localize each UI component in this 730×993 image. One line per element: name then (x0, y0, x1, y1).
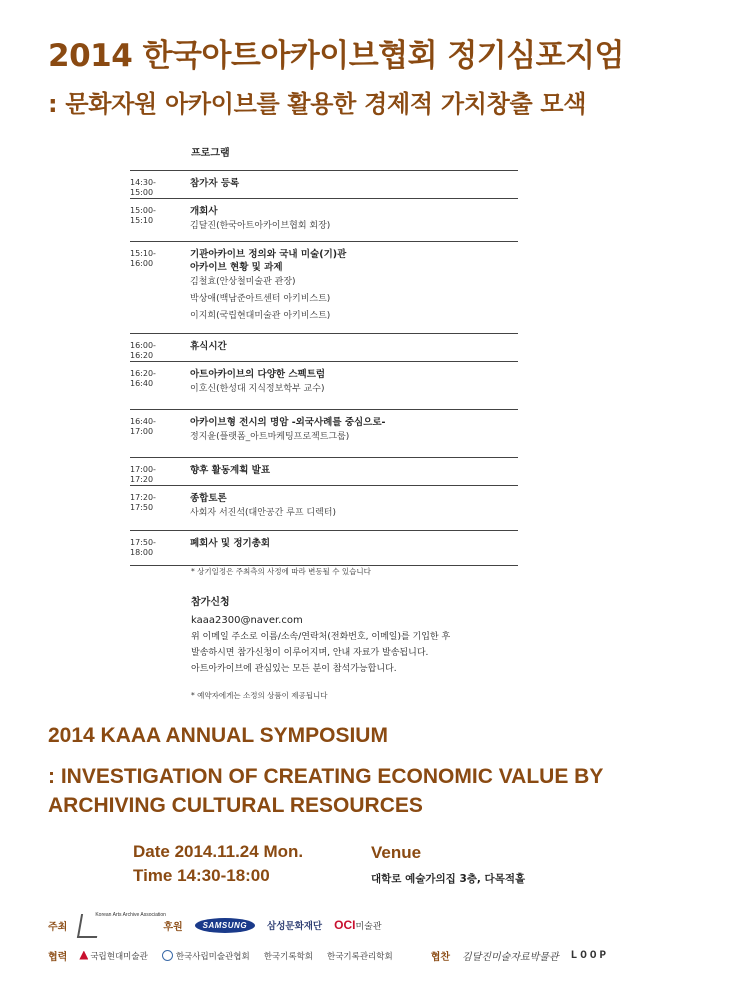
oci-museum-logo: 미술관 (355, 921, 382, 932)
venue-label: Venue (371, 843, 422, 862)
schedule-row (130, 361, 518, 409)
schedule-row (130, 485, 518, 530)
schedule-row (130, 530, 518, 566)
circle-logo-icon (162, 950, 173, 961)
session-title: 아트아카이브의 다양한 스펙트럼 (190, 369, 326, 380)
session-speaker: 김달진(한국아트아카이브협회 회장) (190, 221, 331, 231)
schedule-time (130, 416, 190, 457)
program-label: 프로그램 (191, 148, 230, 159)
time-end: 17:50 (130, 503, 154, 512)
schedule-row (130, 409, 518, 457)
time-start: 17:00- (130, 465, 156, 474)
host-support-row (48, 912, 382, 938)
schedule-time (130, 340, 190, 361)
session-title: 휴식시간 (190, 341, 227, 352)
schedule-row (130, 333, 518, 361)
event-time: Time 14:30-18:00 (133, 866, 270, 885)
time-end: 16:20 (130, 351, 154, 360)
time-start: 16:00- (130, 341, 156, 350)
session-speaker: 김철효(안상철미술관 관장) (190, 277, 296, 287)
schedule-time (130, 464, 190, 485)
event-date: Date 2014.11.24 Mon. (133, 842, 304, 861)
registration-email[interactable]: kaaa2300@naver.com (191, 615, 303, 626)
assist-label: 협찬 (430, 952, 451, 963)
support-label: 후원 (163, 921, 183, 933)
session-title: 아카이브형 전시의 명암 -외국사례를 중심으로- (190, 417, 386, 428)
time-end: 18:00 (130, 548, 154, 557)
session-title: 기관아카이브 정의와 국내 미술(기)관 (190, 249, 347, 260)
registration-note: * 예약자에게는 소정의 상품이 제공됩니다 (191, 691, 328, 700)
time-end: 15:00 (130, 188, 154, 197)
schedule-note: * 상기일정은 주최측의 사정에 따라 변동될 수 있습니다 (191, 567, 371, 576)
subtitle: : 문화자원 아카이브를 활용한 경제적 가치창출 모색 (48, 90, 587, 118)
registration-body (191, 613, 450, 677)
samsung-logo: SAMSUNG (195, 918, 255, 933)
cooperation-row (48, 948, 609, 963)
time-end: 15:10 (130, 216, 154, 225)
schedule-row (130, 170, 518, 198)
session-speaker: 이지희(국립현대미술관 아키비스트) (190, 311, 331, 321)
time-end: 17:20 (130, 475, 154, 484)
schedule-table (130, 170, 518, 566)
kaaa-logo-text: Korean Arts Archive Association (95, 912, 166, 918)
loop-logo: LOOP (570, 949, 610, 962)
time-start: 16:40- (130, 417, 156, 426)
time-end: 17:00 (130, 427, 154, 436)
schedule-time (130, 537, 190, 565)
registration-line-2: 발송하시면 참가신청이 이루어지며, 안내 자료가 발송됩니다. (191, 648, 429, 658)
schedule-time (130, 492, 190, 530)
records-management-society-logo: 한국기록관리학회 (327, 951, 393, 962)
session-title: 향후 활동계획 발표 (190, 465, 271, 476)
museum-icon (79, 951, 88, 960)
session-title: 종합토론 (190, 493, 227, 504)
registration-line-3: 아트아카이브에 관심있는 모든 분이 참석가능합니다. (191, 664, 397, 674)
kaaa-logo (79, 912, 166, 938)
registration-title: 참가신청 (191, 597, 230, 608)
session-speaker: 정지윤(플랫폼_아트마케팅프로젝트그룹) (190, 432, 350, 442)
oci-logo: OCI (334, 918, 356, 932)
time-start: 17:20- (130, 493, 156, 502)
cooperation-label: 협력 (48, 952, 68, 963)
schedule-time (130, 205, 190, 241)
private-museum-assoc-logo: 한국사립미술관협회 (162, 950, 250, 962)
session-title: 참가자 등록 (190, 178, 240, 189)
venue-value: 대학로 예술가의집 3층, 다목적홀 (371, 873, 526, 885)
kimdaljin-museum-logo: 김달진미술자료박물관 (462, 952, 559, 963)
schedule-row (130, 198, 518, 241)
session-speaker: 박상애(백남준아트센터 아키비스트) (190, 294, 331, 304)
schedule-time (130, 177, 190, 198)
session-title-line-2: 아카이브 현황 및 과제 (190, 262, 283, 273)
session-speaker: 이호신(한성대 지식정보학부 교수) (190, 384, 325, 394)
time-start: 15:10- (130, 249, 156, 258)
session-title: 개회사 (190, 206, 218, 217)
records-society-logo: 한국기록학회 (263, 951, 313, 962)
schedule-row (130, 241, 518, 333)
time-start: 17:50- (130, 538, 156, 547)
host-label: 주최 (48, 921, 68, 933)
time-start: 15:00- (130, 206, 156, 215)
schedule-row (130, 457, 518, 485)
english-title: 2014 KAAA ANNUAL SYMPOSIUM (48, 724, 388, 747)
samsung-foundation-logo: 삼성문화재단 (267, 921, 323, 932)
main-title: 2014 한국아트아카이브협회 정기심포지엄 (48, 38, 624, 74)
registration-line-1: 위 이메일 주소로 이름/소속/연락처(전화번호, 이메일)를 기입한 후 (191, 632, 451, 642)
time-start: 16:20- (130, 369, 156, 378)
time-end: 16:00 (130, 259, 154, 268)
schedule-time (130, 248, 190, 333)
session-speaker: 사회자 서진석(대안공간 루프 디렉터) (190, 508, 337, 518)
time-start: 14:30- (130, 178, 156, 187)
mmca-logo: 국립현대미술관 (79, 950, 147, 962)
time-end: 16:40 (130, 379, 154, 388)
schedule-time (130, 368, 190, 409)
session-title: 폐회사 및 정기총회 (190, 538, 271, 549)
english-subtitle: : INVESTIGATION OF CREATING ECONOMIC VALUE BY ARCHIVING CULTURAL RESOURCES (48, 765, 603, 817)
